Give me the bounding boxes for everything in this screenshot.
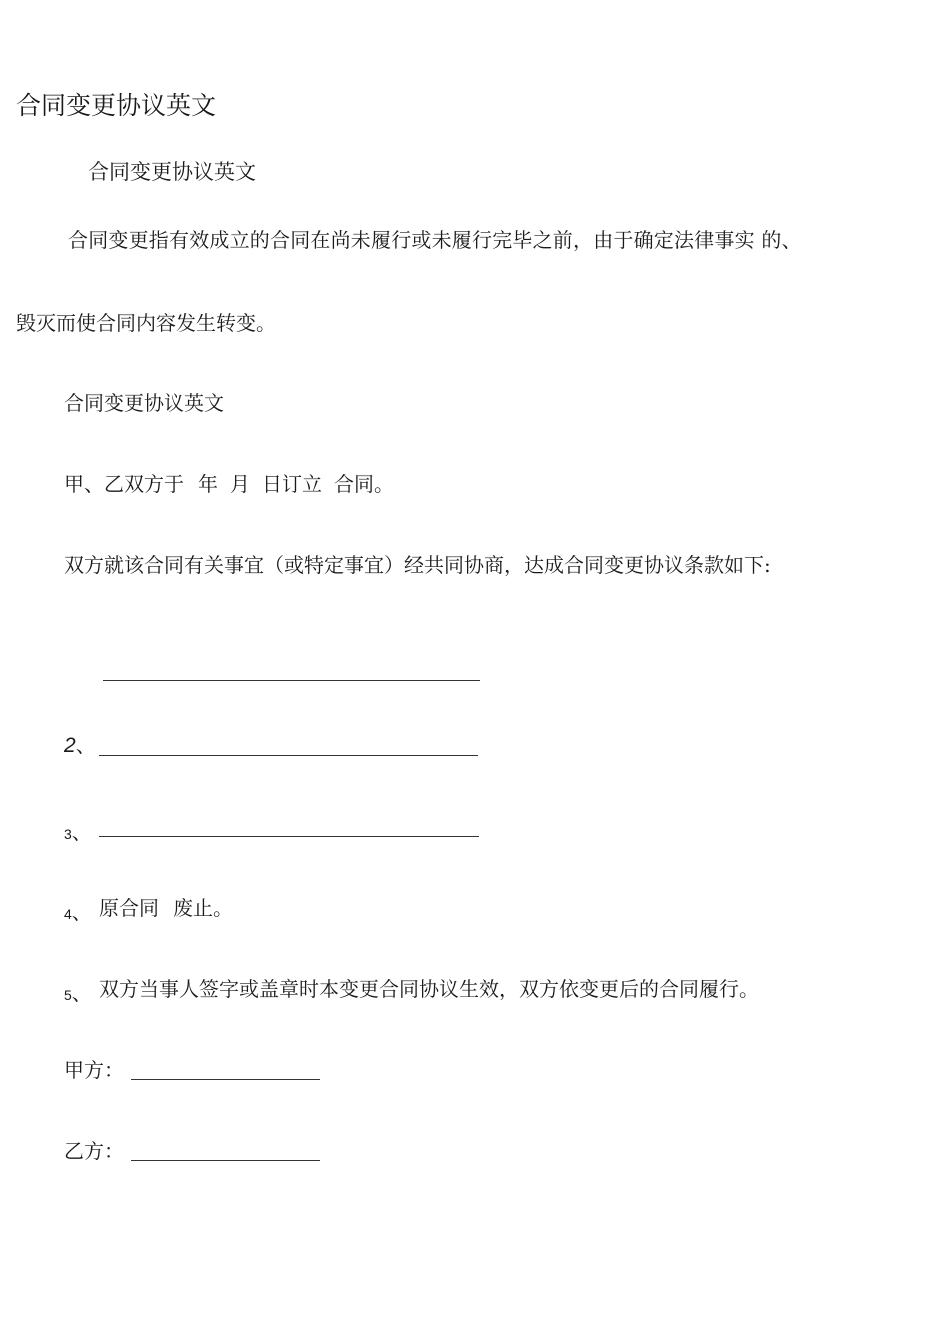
agreement-paragraph: 双方就该合同有关事宜（或特定事宜）经共同协商，达成合同变更协议条款如下: bbox=[64, 553, 771, 577]
year-label: 年 bbox=[198, 472, 218, 496]
item-3-num: 3 bbox=[64, 826, 72, 842]
item-3-separator: 、 bbox=[71, 820, 92, 844]
item-4-text-b: 废止。 bbox=[173, 896, 233, 920]
parties-paragraph bbox=[64, 474, 394, 494]
document-title: 合同变更协议英文 bbox=[16, 91, 217, 120]
item-3-number bbox=[64, 822, 92, 842]
item-1-blank-line bbox=[103, 680, 480, 681]
item-5-separator: 、 bbox=[71, 981, 92, 1005]
intro-paragraph-line1: 合同变更指有效成立的合同在尚未履行或未履行完毕之前，由于确定法律事实 的、 bbox=[68, 228, 802, 252]
party-b-label: 乙方： bbox=[64, 1139, 124, 1163]
item-4-separator: 、 bbox=[71, 900, 92, 924]
item-2-num: 2 bbox=[64, 734, 76, 757]
item-2-blank-line bbox=[99, 755, 478, 756]
party-a-signature-line bbox=[131, 1079, 320, 1080]
item-5-number bbox=[64, 983, 92, 1003]
item-4-number bbox=[64, 902, 92, 922]
intro-paragraph-line2: 毁灭而使合同内容发生转变。 bbox=[16, 311, 276, 335]
item-3-blank-line bbox=[99, 836, 479, 837]
item-4-text-a: 原合同 bbox=[99, 896, 159, 920]
document-subtitle: 合同变更协议英文 bbox=[88, 160, 256, 184]
item-5-text: 双方当事人签字或盖章时本变更合同协议生效，双方依变更后的合同履行。 bbox=[99, 977, 759, 1001]
section-heading: 合同变更协议英文 bbox=[64, 391, 224, 415]
item-2-separator: 、 bbox=[75, 733, 96, 757]
item-2-number bbox=[64, 735, 96, 756]
month-label: 月 bbox=[230, 472, 250, 496]
item-4-text bbox=[99, 898, 233, 918]
item-5-num: 5 bbox=[64, 987, 72, 1003]
contract-label: 合同。 bbox=[334, 472, 394, 496]
parties-text: 甲、乙双方于 bbox=[64, 472, 184, 496]
item-4-num: 4 bbox=[64, 906, 72, 922]
day-signed-label: 日订立 bbox=[262, 472, 322, 496]
party-b-signature-line bbox=[131, 1160, 320, 1161]
party-a-label: 甲方： bbox=[64, 1058, 124, 1082]
